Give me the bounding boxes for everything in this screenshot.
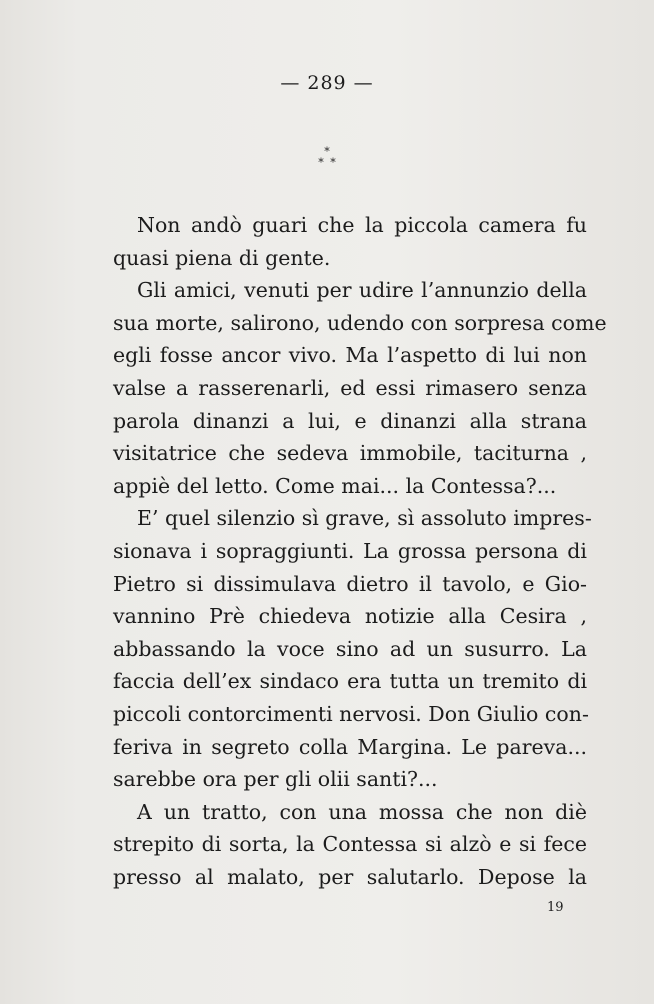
text-line: vannino Prè chiedeva notizie alla Cesira ,	[113, 604, 587, 629]
text-line: egli fosse ancor vivo. Ma l’aspetto di lui non	[113, 343, 587, 368]
text-line: abbassando la voce sino ad un susurro. La	[113, 636, 587, 661]
text-line: sua morte, salirono, udendo con sorpresa come	[113, 310, 607, 335]
text-line: valse a rasserenarli, ed essi rimasero senza	[113, 375, 587, 400]
text-line: strepito di sorta, la Contessa si alzò e si fece	[113, 832, 587, 857]
text-line: Pietro si dissimulava dietro il tavolo, e Gio-	[113, 571, 587, 596]
text-line: E’ quel silenzio sì grave, sì assoluto impres-	[137, 506, 592, 531]
page-number: — 289 —	[280, 72, 374, 94]
asterism-top: *	[324, 145, 330, 158]
asterism-ornament	[0, 146, 654, 168]
text-line: piccoli contorcimenti nervosi. Don Giulio con-	[113, 701, 589, 726]
text-line: parola dinanzi a lui, e dinanzi alla strana	[113, 408, 587, 433]
text-line: appiè del letto. Come mai... la Contessa?...	[113, 473, 557, 498]
text-line: sarebbe ora per gli olii santi?...	[113, 767, 438, 792]
text-line: feriva in segreto colla Margina. Le pareva...	[113, 734, 587, 759]
text-line: Non andò guari che la piccola camera fu	[137, 213, 587, 237]
body-text	[113, 209, 607, 893]
text-line: sionava i sopraggiunti. La grossa persona di	[113, 538, 587, 563]
text-line: Gli amici, venuti per udire l’annunzio della	[137, 278, 587, 303]
asterism-bottom: * *	[318, 156, 336, 169]
text-line: quasi piena di gente.	[113, 245, 331, 270]
text-line: presso al malato, per salutarlo. Depose la	[113, 864, 587, 889]
text-line: visitatrice che sedeva immobile, taciturna ,	[113, 441, 587, 466]
text-line: A un tratto, con una mossa che non diè	[137, 799, 587, 824]
signature-mark: 19	[547, 900, 564, 915]
text-line: faccia dell’ex sindaco era tutta un tremito di	[113, 669, 587, 694]
